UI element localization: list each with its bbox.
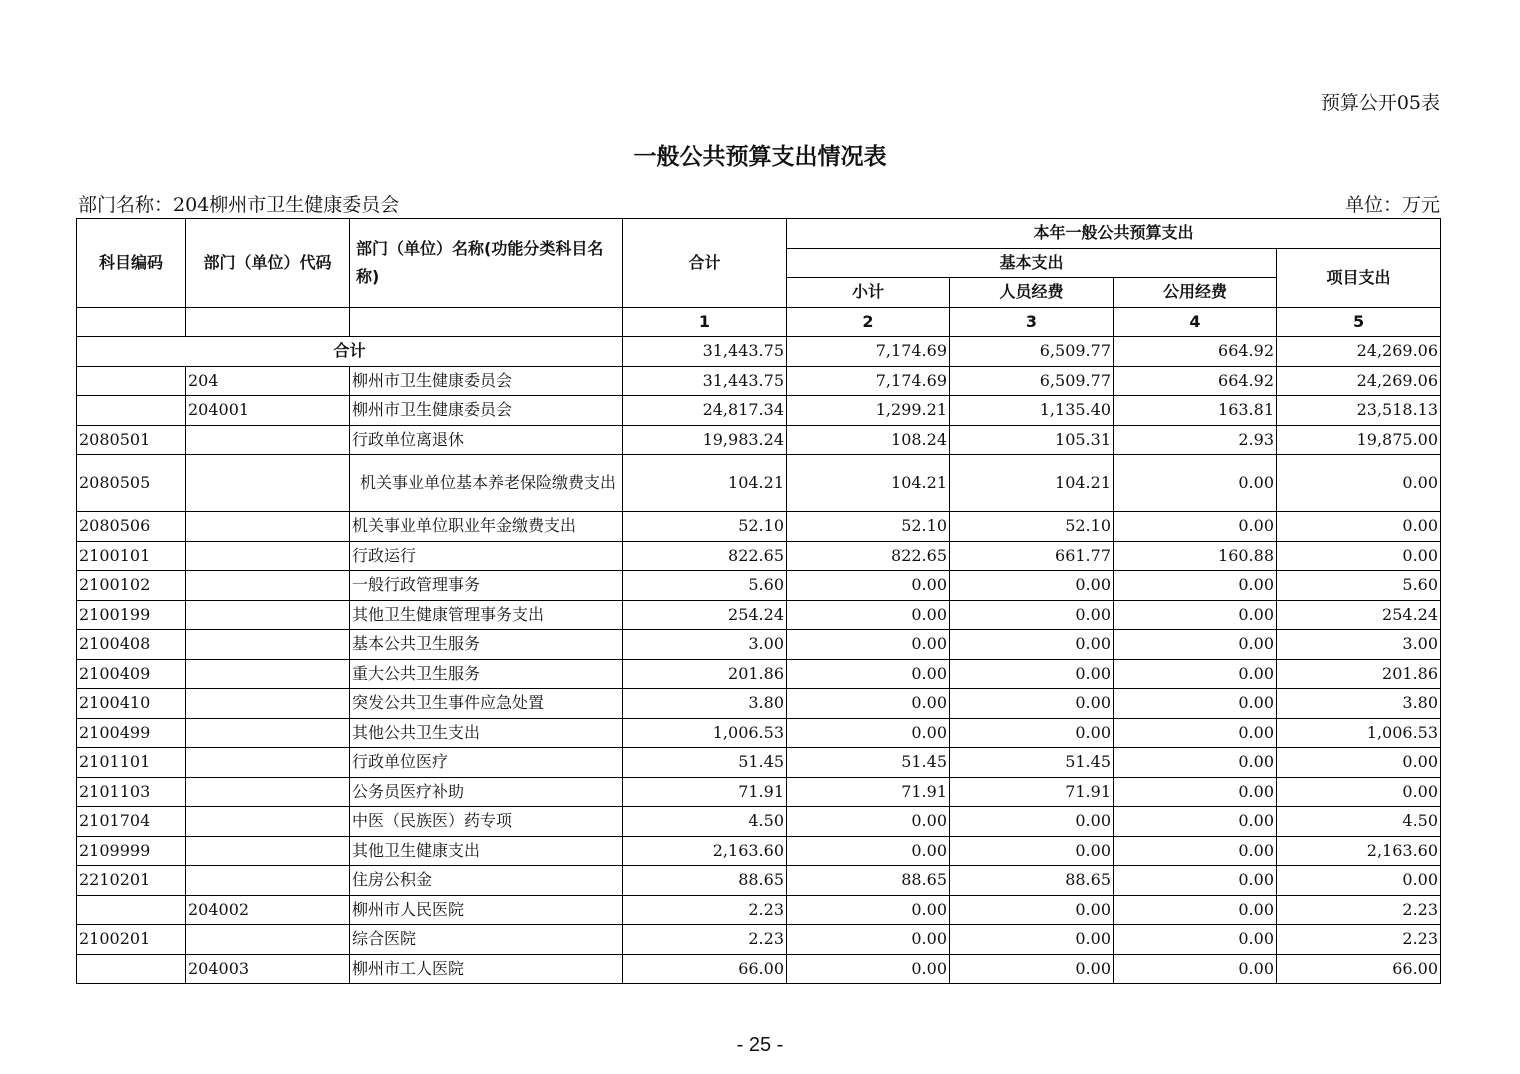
project-cell: 0.00: [1277, 512, 1441, 542]
dept-name-cell: 其他卫生健康支出: [350, 836, 623, 866]
subject-code-cell: 2101103: [77, 777, 186, 807]
public-cell: 0.00: [1114, 600, 1277, 630]
dept-code-cell: [186, 425, 350, 455]
table-row: [77, 366, 1441, 396]
total-cell: 1,006.53: [623, 718, 787, 748]
public-cell: 0.00: [1114, 777, 1277, 807]
personnel-cell: 0.00: [950, 659, 1114, 689]
table-row: [77, 659, 1441, 689]
subject-code-cell: 2100499: [77, 718, 186, 748]
subtotal-cell: 0.00: [787, 659, 950, 689]
total-cell: 2,163.60: [623, 836, 787, 866]
project-cell: 4.50: [1277, 807, 1441, 837]
subject-code-cell: 2101704: [77, 807, 186, 837]
dept-name-cell: 柳州市工人医院: [350, 954, 623, 984]
dept-name-cell: 柳州市卫生健康委员会: [350, 396, 623, 426]
dept-code-cell: [186, 748, 350, 778]
personnel-cell: 0.00: [950, 600, 1114, 630]
subtotal-cell: 0.00: [787, 630, 950, 660]
personnel-cell: 0.00: [950, 954, 1114, 984]
project-cell: 0.00: [1277, 866, 1441, 896]
total-cell: 71.91: [623, 777, 787, 807]
total-row-personnel: 6,509.77: [950, 337, 1114, 367]
total-row: [77, 337, 1441, 367]
personnel-cell: 0.00: [950, 836, 1114, 866]
project-cell: 23,518.13: [1277, 396, 1441, 426]
project-cell: 3.80: [1277, 689, 1441, 719]
dept-code-cell: [186, 512, 350, 542]
header-blank: [77, 307, 186, 337]
table-row: [77, 807, 1441, 837]
subtotal-cell: 108.24: [787, 425, 950, 455]
table-row: [77, 777, 1441, 807]
header-dept-name: 部门（单位）名称(功能分类科目名称): [350, 219, 623, 308]
header-col-1: 1: [623, 307, 787, 337]
subtotal-cell: 0.00: [787, 895, 950, 925]
subtotal-cell: 7,174.69: [787, 366, 950, 396]
personnel-cell: 0.00: [950, 718, 1114, 748]
project-cell: 24,269.06: [1277, 366, 1441, 396]
dept-name-cell: 一般行政管理事务: [350, 571, 623, 601]
project-cell: 66.00: [1277, 954, 1441, 984]
public-cell: 0.00: [1114, 659, 1277, 689]
subject-code-cell: [77, 366, 186, 396]
personnel-cell: 104.21: [950, 455, 1114, 512]
header-public: 公用经费: [1114, 278, 1277, 308]
subtotal-cell: 51.45: [787, 748, 950, 778]
public-cell: 0.00: [1114, 748, 1277, 778]
personnel-cell: 52.10: [950, 512, 1114, 542]
header-col-5: 5: [1277, 307, 1441, 337]
dept-code-cell: [186, 836, 350, 866]
dept-code-cell: [186, 866, 350, 896]
public-cell: 0.00: [1114, 689, 1277, 719]
dept-name-cell: 行政单位离退休: [350, 425, 623, 455]
subtotal-cell: 71.91: [787, 777, 950, 807]
personnel-cell: 0.00: [950, 895, 1114, 925]
subtotal-cell: 0.00: [787, 954, 950, 984]
department-name: 部门名称：204柳州市卫生健康委员会: [78, 194, 400, 216]
subject-code-cell: [77, 396, 186, 426]
dept-code-cell: [186, 689, 350, 719]
dept-name-cell: 突发公共卫生事件应急处置: [350, 689, 623, 719]
dept-name-cell: 重大公共卫生服务: [350, 659, 623, 689]
dept-code-cell: 204002: [186, 895, 350, 925]
table-row: [77, 630, 1441, 660]
total-cell: 2.23: [623, 895, 787, 925]
project-cell: 0.00: [1277, 541, 1441, 571]
subtotal-cell: 0.00: [787, 925, 950, 955]
subject-code-cell: 2210201: [77, 866, 186, 896]
public-cell: 160.88: [1114, 541, 1277, 571]
project-cell: 0.00: [1277, 748, 1441, 778]
project-cell: 2,163.60: [1277, 836, 1441, 866]
dept-code-cell: [186, 571, 350, 601]
page-number: - 25 -: [736, 1034, 784, 1056]
public-cell: 163.81: [1114, 396, 1277, 426]
table-row: [77, 689, 1441, 719]
project-cell: 2.23: [1277, 925, 1441, 955]
total-cell: 51.45: [623, 748, 787, 778]
public-cell: 0.00: [1114, 571, 1277, 601]
page-title: 一般公共预算支出情况表: [633, 144, 887, 170]
total-row-total: 31,443.75: [623, 337, 787, 367]
dept-code-cell: [186, 777, 350, 807]
subtotal-cell: 88.65: [787, 866, 950, 896]
dept-name-cell: 机关事业单位基本养老保险缴费支出: [350, 455, 623, 512]
personnel-cell: 105.31: [950, 425, 1114, 455]
subject-code-cell: 2100410: [77, 689, 186, 719]
dept-code-cell: [186, 600, 350, 630]
total-cell: 88.65: [623, 866, 787, 896]
subtotal-cell: 0.00: [787, 836, 950, 866]
project-cell: 0.00: [1277, 455, 1441, 512]
table-row: [77, 396, 1441, 426]
subject-code-cell: 2100408: [77, 630, 186, 660]
subject-code-cell: 2100101: [77, 541, 186, 571]
total-cell: 3.00: [623, 630, 787, 660]
personnel-cell: 0.00: [950, 571, 1114, 601]
public-cell: 2.93: [1114, 425, 1277, 455]
total-cell: 31,443.75: [623, 366, 787, 396]
subject-code-cell: 2080505: [77, 455, 186, 512]
table-row: [77, 954, 1441, 984]
dept-code-cell: 204003: [186, 954, 350, 984]
total-cell: 52.10: [623, 512, 787, 542]
total-cell: 254.24: [623, 600, 787, 630]
subject-code-cell: 2100201: [77, 925, 186, 955]
table-row: [77, 836, 1441, 866]
dept-name-cell: 其他卫生健康管理事务支出: [350, 600, 623, 630]
project-cell: 254.24: [1277, 600, 1441, 630]
public-cell: 0.00: [1114, 836, 1277, 866]
form-number: 预算公开05表: [1320, 92, 1440, 114]
header-current-year: 本年一般公共预算支出: [787, 219, 1441, 249]
total-cell: 5.60: [623, 571, 787, 601]
personnel-cell: 0.00: [950, 807, 1114, 837]
subject-code-cell: [77, 895, 186, 925]
project-cell: 19,875.00: [1277, 425, 1441, 455]
table-row: [77, 455, 1441, 512]
total-row-subtotal: 7,174.69: [787, 337, 950, 367]
personnel-cell: 661.77: [950, 541, 1114, 571]
total-cell: 104.21: [623, 455, 787, 512]
dept-name-cell: 综合医院: [350, 925, 623, 955]
dept-name-cell: 柳州市卫生健康委员会: [350, 366, 623, 396]
project-cell: 5.60: [1277, 571, 1441, 601]
project-cell: 0.00: [1277, 777, 1441, 807]
subject-code-cell: 2080506: [77, 512, 186, 542]
header-dept-code: 部门（单位）代码: [186, 219, 350, 308]
table-row: [77, 895, 1441, 925]
dept-code-cell: [186, 718, 350, 748]
total-cell: 4.50: [623, 807, 787, 837]
total-cell: 2.23: [623, 925, 787, 955]
dept-code-cell: [186, 807, 350, 837]
subject-code-cell: 2101101: [77, 748, 186, 778]
table-row: [77, 600, 1441, 630]
public-cell: 0.00: [1114, 866, 1277, 896]
table-row: [77, 925, 1441, 955]
public-cell: 0.00: [1114, 895, 1277, 925]
project-cell: 1,006.53: [1277, 718, 1441, 748]
project-cell: 3.00: [1277, 630, 1441, 660]
personnel-cell: 0.00: [950, 630, 1114, 660]
dept-code-cell: 204001: [186, 396, 350, 426]
personnel-cell: 51.45: [950, 748, 1114, 778]
subject-code-cell: 2080501: [77, 425, 186, 455]
subtotal-cell: 0.00: [787, 718, 950, 748]
personnel-cell: 0.00: [950, 689, 1114, 719]
total-cell: 24,817.34: [623, 396, 787, 426]
subtotal-cell: 0.00: [787, 689, 950, 719]
header-total: 合计: [623, 219, 787, 308]
total-row-label: 合计: [77, 337, 623, 367]
public-cell: 0.00: [1114, 455, 1277, 512]
dept-name-cell: 基本公共卫生服务: [350, 630, 623, 660]
dept-name-cell: 行政单位医疗: [350, 748, 623, 778]
personnel-cell: 0.00: [950, 925, 1114, 955]
table-row: [77, 571, 1441, 601]
header-blank: [350, 307, 623, 337]
table-row: [77, 718, 1441, 748]
header-project: 项目支出: [1277, 248, 1441, 307]
total-cell: 3.80: [623, 689, 787, 719]
dept-code-cell: [186, 541, 350, 571]
public-cell: 0.00: [1114, 718, 1277, 748]
subtotal-cell: 0.00: [787, 571, 950, 601]
subtotal-cell: 104.21: [787, 455, 950, 512]
header-basic: 基本支出: [787, 248, 1277, 278]
dept-code-cell: [186, 455, 350, 512]
table-row: [77, 748, 1441, 778]
table-row: [77, 541, 1441, 571]
budget-table: [76, 218, 1441, 984]
public-cell: 0.00: [1114, 807, 1277, 837]
header-subtotal: 小计: [787, 278, 950, 308]
public-cell: 0.00: [1114, 630, 1277, 660]
total-row-public: 664.92: [1114, 337, 1277, 367]
total-cell: 822.65: [623, 541, 787, 571]
total-cell: 201.86: [623, 659, 787, 689]
header-personnel: 人员经费: [950, 278, 1114, 308]
public-cell: 664.92: [1114, 366, 1277, 396]
dept-name-cell: 行政运行: [350, 541, 623, 571]
table-row: [77, 512, 1441, 542]
public-cell: 0.00: [1114, 925, 1277, 955]
header-col-2: 2: [787, 307, 950, 337]
subtotal-cell: 52.10: [787, 512, 950, 542]
subtotal-cell: 822.65: [787, 541, 950, 571]
subject-code-cell: 2109999: [77, 836, 186, 866]
dept-name-cell: 公务员医疗补助: [350, 777, 623, 807]
project-cell: 201.86: [1277, 659, 1441, 689]
total-cell: 19,983.24: [623, 425, 787, 455]
public-cell: 0.00: [1114, 954, 1277, 984]
dept-code-cell: [186, 630, 350, 660]
dept-code-cell: 204: [186, 366, 350, 396]
subject-code-cell: 2100102: [77, 571, 186, 601]
header-col-3: 3: [950, 307, 1114, 337]
total-row-project: 24,269.06: [1277, 337, 1441, 367]
total-cell: 66.00: [623, 954, 787, 984]
personnel-cell: 71.91: [950, 777, 1114, 807]
table-row: [77, 425, 1441, 455]
dept-name-cell: 机关事业单位职业年金缴费支出: [350, 512, 623, 542]
public-cell: 0.00: [1114, 512, 1277, 542]
subtotal-cell: 0.00: [787, 807, 950, 837]
subject-code-cell: 2100409: [77, 659, 186, 689]
personnel-cell: 88.65: [950, 866, 1114, 896]
dept-name-cell: 中医（民族医）药专项: [350, 807, 623, 837]
subtotal-cell: 0.00: [787, 600, 950, 630]
dept-code-cell: [186, 659, 350, 689]
header-subject-code: 科目编码: [77, 219, 186, 308]
table-row: [77, 866, 1441, 896]
project-cell: 2.23: [1277, 895, 1441, 925]
unit-label: 单位：万元: [1344, 194, 1440, 216]
dept-name-cell: 其他公共卫生支出: [350, 718, 623, 748]
personnel-cell: 1,135.40: [950, 396, 1114, 426]
dept-name-cell: 柳州市人民医院: [350, 895, 623, 925]
subject-code-cell: 2100199: [77, 600, 186, 630]
header-blank: [186, 307, 350, 337]
header-col-4: 4: [1114, 307, 1277, 337]
subtotal-cell: 1,299.21: [787, 396, 950, 426]
subject-code-cell: [77, 954, 186, 984]
dept-name-cell: 住房公积金: [350, 866, 623, 896]
personnel-cell: 6,509.77: [950, 366, 1114, 396]
dept-code-cell: [186, 925, 350, 955]
